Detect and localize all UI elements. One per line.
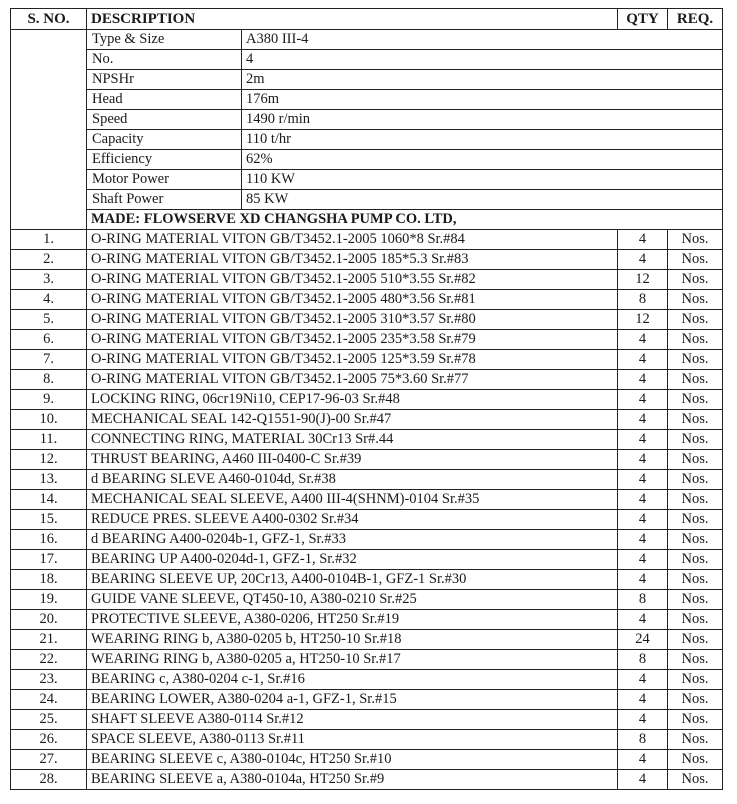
spec-label: Head bbox=[87, 90, 242, 110]
row-req: Nos. bbox=[668, 270, 723, 290]
row-sno: 16. bbox=[11, 530, 87, 550]
table-row bbox=[11, 710, 723, 730]
blank-cell bbox=[11, 190, 87, 210]
row-req: Nos. bbox=[668, 690, 723, 710]
row-req: Nos. bbox=[668, 550, 723, 570]
table-row bbox=[11, 530, 723, 550]
spec-row bbox=[11, 190, 723, 210]
table-row bbox=[11, 350, 723, 370]
blank-cell bbox=[11, 50, 87, 70]
spec-label: Speed bbox=[87, 110, 242, 130]
spec-row bbox=[11, 150, 723, 170]
row-qty: 8 bbox=[618, 290, 668, 310]
header-req: REQ. bbox=[668, 9, 723, 30]
row-req: Nos. bbox=[668, 350, 723, 370]
row-req: Nos. bbox=[668, 570, 723, 590]
row-description: d BEARING SLEVE A460-0104d, Sr.#38 bbox=[87, 470, 618, 490]
spec-label: No. bbox=[87, 50, 242, 70]
row-req: Nos. bbox=[668, 450, 723, 470]
blank-cell bbox=[11, 90, 87, 110]
row-req: Nos. bbox=[668, 630, 723, 650]
row-qty: 4 bbox=[618, 410, 668, 430]
row-sno: 7. bbox=[11, 350, 87, 370]
table-row bbox=[11, 290, 723, 310]
row-sno: 6. bbox=[11, 330, 87, 350]
row-description: WEARING RING b, A380-0205 a, HT250-10 Sr.#17 bbox=[87, 650, 618, 670]
row-description: d BEARING A400-0204b-1, GFZ-1, Sr.#33 bbox=[87, 530, 618, 550]
row-qty: 8 bbox=[618, 730, 668, 750]
spec-row bbox=[11, 70, 723, 90]
row-sno: 5. bbox=[11, 310, 87, 330]
row-description: BEARING UP A400-0204d-1, GFZ-1, Sr.#32 bbox=[87, 550, 618, 570]
row-req: Nos. bbox=[668, 530, 723, 550]
table-row bbox=[11, 430, 723, 450]
row-sno: 1. bbox=[11, 230, 87, 250]
row-sno: 13. bbox=[11, 470, 87, 490]
row-sno: 9. bbox=[11, 390, 87, 410]
table-row bbox=[11, 650, 723, 670]
row-description: MECHANICAL SEAL 142-Q1551-90(J)-00 Sr.#47 bbox=[87, 410, 618, 430]
spec-value: 62% bbox=[242, 150, 723, 170]
table-row bbox=[11, 690, 723, 710]
row-description: THRUST BEARING, A460 III-0400-C Sr.#39 bbox=[87, 450, 618, 470]
row-description: LOCKING RING, 06cr19Ni10, CEP17-96-03 Sr.#48 bbox=[87, 390, 618, 410]
row-qty: 4 bbox=[618, 570, 668, 590]
row-sno: 12. bbox=[11, 450, 87, 470]
header-sno: S. NO. bbox=[11, 9, 87, 30]
table-row bbox=[11, 570, 723, 590]
row-qty: 4 bbox=[618, 710, 668, 730]
row-description: O-RING MATERIAL VITON GB/T3452.1-2005 185*5.3 Sr.#83 bbox=[87, 250, 618, 270]
table-row bbox=[11, 550, 723, 570]
row-sno: 26. bbox=[11, 730, 87, 750]
blank-cell bbox=[11, 130, 87, 150]
table-row bbox=[11, 750, 723, 770]
table-row bbox=[11, 330, 723, 350]
row-sno: 8. bbox=[11, 370, 87, 390]
row-description: REDUCE PRES. SLEEVE A400-0302 Sr.#34 bbox=[87, 510, 618, 530]
table-row bbox=[11, 270, 723, 290]
row-sno: 4. bbox=[11, 290, 87, 310]
blank-cell bbox=[11, 210, 87, 230]
row-req: Nos. bbox=[668, 730, 723, 750]
spec-value: 110 KW bbox=[242, 170, 723, 190]
row-req: Nos. bbox=[668, 610, 723, 630]
spec-label: Type & Size bbox=[87, 30, 242, 50]
row-description: O-RING MATERIAL VITON GB/T3452.1-2005 125*3.59 Sr.#78 bbox=[87, 350, 618, 370]
spec-row bbox=[11, 50, 723, 70]
row-description: BEARING c, A380-0204 c-1, Sr.#16 bbox=[87, 670, 618, 690]
spec-value: 85 KW bbox=[242, 190, 723, 210]
table-row bbox=[11, 770, 723, 790]
row-req: Nos. bbox=[668, 490, 723, 510]
row-qty: 4 bbox=[618, 550, 668, 570]
table-row bbox=[11, 230, 723, 250]
spec-label: Efficiency bbox=[87, 150, 242, 170]
blank-cell bbox=[11, 170, 87, 190]
table-row bbox=[11, 370, 723, 390]
row-sno: 10. bbox=[11, 410, 87, 430]
spec-value: 110 t/hr bbox=[242, 130, 723, 150]
header-qty: QTY bbox=[618, 9, 668, 30]
row-description: BEARING LOWER, A380-0204 a-1, GFZ-1, Sr.#15 bbox=[87, 690, 618, 710]
row-req: Nos. bbox=[668, 370, 723, 390]
row-qty: 12 bbox=[618, 310, 668, 330]
row-sno: 14. bbox=[11, 490, 87, 510]
spec-value: 2m bbox=[242, 70, 723, 90]
row-req: Nos. bbox=[668, 390, 723, 410]
parts-table-body bbox=[11, 9, 723, 790]
row-sno: 20. bbox=[11, 610, 87, 630]
blank-cell bbox=[11, 110, 87, 130]
row-req: Nos. bbox=[668, 410, 723, 430]
manufacturer-row bbox=[11, 210, 723, 230]
row-description: O-RING MATERIAL VITON GB/T3452.1-2005 235*3.58 Sr.#79 bbox=[87, 330, 618, 350]
row-description: O-RING MATERIAL VITON GB/T3452.1-2005 1060*8 Sr.#84 bbox=[87, 230, 618, 250]
table-row bbox=[11, 410, 723, 430]
spec-label: Capacity bbox=[87, 130, 242, 150]
row-req: Nos. bbox=[668, 510, 723, 530]
blank-cell bbox=[11, 150, 87, 170]
row-description: SHAFT SLEEVE A380-0114 Sr.#12 bbox=[87, 710, 618, 730]
row-req: Nos. bbox=[668, 430, 723, 450]
row-qty: 8 bbox=[618, 650, 668, 670]
row-qty: 4 bbox=[618, 690, 668, 710]
row-description: O-RING MATERIAL VITON GB/T3452.1-2005 310*3.57 Sr.#80 bbox=[87, 310, 618, 330]
row-qty: 4 bbox=[618, 370, 668, 390]
row-req: Nos. bbox=[668, 250, 723, 270]
spec-value: 1490 r/min bbox=[242, 110, 723, 130]
table-row bbox=[11, 670, 723, 690]
spec-row bbox=[11, 90, 723, 110]
blank-cell bbox=[11, 30, 87, 50]
row-qty: 4 bbox=[618, 750, 668, 770]
row-sno: 22. bbox=[11, 650, 87, 670]
table-row bbox=[11, 250, 723, 270]
spec-label: NPSHr bbox=[87, 70, 242, 90]
row-sno: 23. bbox=[11, 670, 87, 690]
spec-label: Motor Power bbox=[87, 170, 242, 190]
table-row bbox=[11, 610, 723, 630]
row-qty: 4 bbox=[618, 350, 668, 370]
spec-row bbox=[11, 110, 723, 130]
row-sno: 28. bbox=[11, 770, 87, 790]
row-sno: 27. bbox=[11, 750, 87, 770]
row-description: O-RING MATERIAL VITON GB/T3452.1-2005 480*3.56 Sr.#81 bbox=[87, 290, 618, 310]
header-row bbox=[11, 9, 723, 30]
spec-label: Shaft Power bbox=[87, 190, 242, 210]
row-description: BEARING SLEEVE a, A380-0104a, HT250 Sr.#9 bbox=[87, 770, 618, 790]
table-row bbox=[11, 390, 723, 410]
manufacturer-label: MADE: FLOWSERVE XD CHANGSHA PUMP CO. LTD, bbox=[87, 210, 723, 230]
row-sno: 11. bbox=[11, 430, 87, 450]
row-description: BEARING SLEEVE UP, 20Cr13, A400-0104B-1, GFZ-1 Sr.#30 bbox=[87, 570, 618, 590]
table-row bbox=[11, 470, 723, 490]
row-req: Nos. bbox=[668, 670, 723, 690]
row-sno: 15. bbox=[11, 510, 87, 530]
row-req: Nos. bbox=[668, 470, 723, 490]
table-row bbox=[11, 590, 723, 610]
blank-cell bbox=[11, 70, 87, 90]
row-description: CONNECTING RING, MATERIAL 30Cr13 Sr#.44 bbox=[87, 430, 618, 450]
spec-value: 176m bbox=[242, 90, 723, 110]
spec-row bbox=[11, 30, 723, 50]
row-req: Nos. bbox=[668, 330, 723, 350]
row-qty: 4 bbox=[618, 430, 668, 450]
row-sno: 3. bbox=[11, 270, 87, 290]
row-qty: 4 bbox=[618, 490, 668, 510]
table-row bbox=[11, 490, 723, 510]
row-req: Nos. bbox=[668, 310, 723, 330]
table-row bbox=[11, 310, 723, 330]
row-qty: 12 bbox=[618, 270, 668, 290]
row-description: MECHANICAL SEAL SLEEVE, A400 III-4(SHNM)-0104 Sr.#35 bbox=[87, 490, 618, 510]
row-description: WEARING RING b, A380-0205 b, HT250-10 Sr.#18 bbox=[87, 630, 618, 650]
row-description: GUIDE VANE SLEEVE, QT450-10, A380-0210 Sr.#25 bbox=[87, 590, 618, 610]
row-qty: 4 bbox=[618, 250, 668, 270]
row-qty: 4 bbox=[618, 230, 668, 250]
row-req: Nos. bbox=[668, 710, 723, 730]
row-description: BEARING SLEEVE c, A380-0104c, HT250 Sr.#10 bbox=[87, 750, 618, 770]
parts-list-document bbox=[10, 8, 722, 790]
row-qty: 4 bbox=[618, 450, 668, 470]
row-qty: 4 bbox=[618, 530, 668, 550]
row-req: Nos. bbox=[668, 770, 723, 790]
row-qty: 8 bbox=[618, 590, 668, 610]
row-sno: 21. bbox=[11, 630, 87, 650]
header-description: DESCRIPTION bbox=[87, 9, 618, 30]
row-qty: 4 bbox=[618, 390, 668, 410]
row-req: Nos. bbox=[668, 230, 723, 250]
row-req: Nos. bbox=[668, 750, 723, 770]
row-sno: 24. bbox=[11, 690, 87, 710]
row-qty: 4 bbox=[618, 610, 668, 630]
table-row bbox=[11, 450, 723, 470]
row-req: Nos. bbox=[668, 590, 723, 610]
spec-row bbox=[11, 130, 723, 150]
spec-row bbox=[11, 170, 723, 190]
row-req: Nos. bbox=[668, 290, 723, 310]
spec-value: A380 III-4 bbox=[242, 30, 723, 50]
row-description: SPACE SLEEVE, A380-0113 Sr.#11 bbox=[87, 730, 618, 750]
row-qty: 4 bbox=[618, 510, 668, 530]
row-sno: 2. bbox=[11, 250, 87, 270]
row-description: O-RING MATERIAL VITON GB/T3452.1-2005 510*3.55 Sr.#82 bbox=[87, 270, 618, 290]
spec-value: 4 bbox=[242, 50, 723, 70]
table-row bbox=[11, 730, 723, 750]
row-qty: 24 bbox=[618, 630, 668, 650]
row-sno: 19. bbox=[11, 590, 87, 610]
row-qty: 4 bbox=[618, 670, 668, 690]
table-row bbox=[11, 510, 723, 530]
row-description: PROTECTIVE SLEEVE, A380-0206, HT250 Sr.#19 bbox=[87, 610, 618, 630]
row-qty: 4 bbox=[618, 470, 668, 490]
row-sno: 18. bbox=[11, 570, 87, 590]
row-sno: 17. bbox=[11, 550, 87, 570]
row-qty: 4 bbox=[618, 330, 668, 350]
row-description: O-RING MATERIAL VITON GB/T3452.1-2005 75*3.60 Sr.#77 bbox=[87, 370, 618, 390]
row-req: Nos. bbox=[668, 650, 723, 670]
row-sno: 25. bbox=[11, 710, 87, 730]
table-row bbox=[11, 630, 723, 650]
parts-table bbox=[10, 8, 723, 790]
row-qty: 4 bbox=[618, 770, 668, 790]
